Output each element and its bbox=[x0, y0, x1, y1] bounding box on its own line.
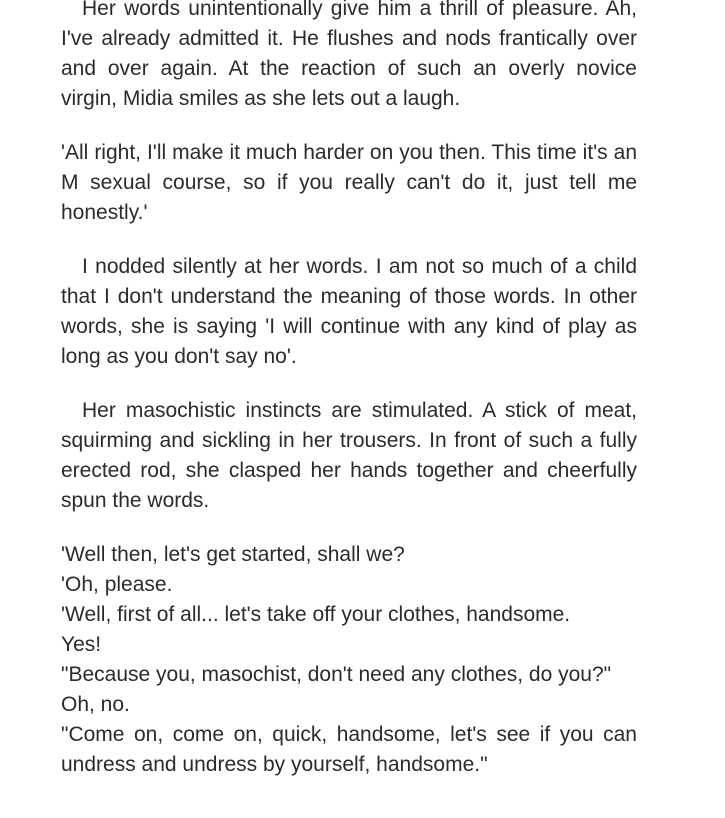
dialogue-line: Yes! bbox=[61, 633, 102, 656]
paragraph: Her words unintentionally give him a thrill of pleasure. Ah, I've already admitted it. He flushes and nods frantically over and over again. At the reaction of such an overly novice virgin, Midia smiles as she lets out a laugh. bbox=[61, 0, 637, 110]
reader-page bbox=[61, 0, 637, 780]
dialogue-line: 'Oh, please. bbox=[61, 573, 173, 596]
dialogue-line: 'Well, first of all... let's take off your clothes, handsome. bbox=[61, 603, 571, 626]
paragraph: I nodded silently at her words. I am not so much of a child that I don't understand the meaning of those words. In other words, she is saying 'I will continue with any kind of play as long as you don't say no'. bbox=[61, 255, 637, 368]
paragraph: 'All right, I'll make it much harder on you then. This time it's an M sexual course, so if you really can't do it, just tell me honestly.' bbox=[61, 141, 637, 224]
dialogue-line: "Because you, masochist, don't need any clothes, do you?" bbox=[61, 663, 612, 686]
dialogue-line: 'Well then, let's get started, shall we? bbox=[61, 543, 405, 566]
dialogue-line: "Come on, come on, quick, handsome, let's see if you can undress and undress by yourself, handsome." bbox=[61, 723, 637, 776]
paragraph: Her masochistic instincts are stimulated. A stick of meat, squirming and sickling in her trousers. In front of such a fully erected rod, she clasped her hands together and cheerfully spun the words. bbox=[61, 399, 637, 512]
dialogue-line: Oh, no. bbox=[61, 693, 130, 716]
dialogue-block bbox=[61, 540, 637, 780]
